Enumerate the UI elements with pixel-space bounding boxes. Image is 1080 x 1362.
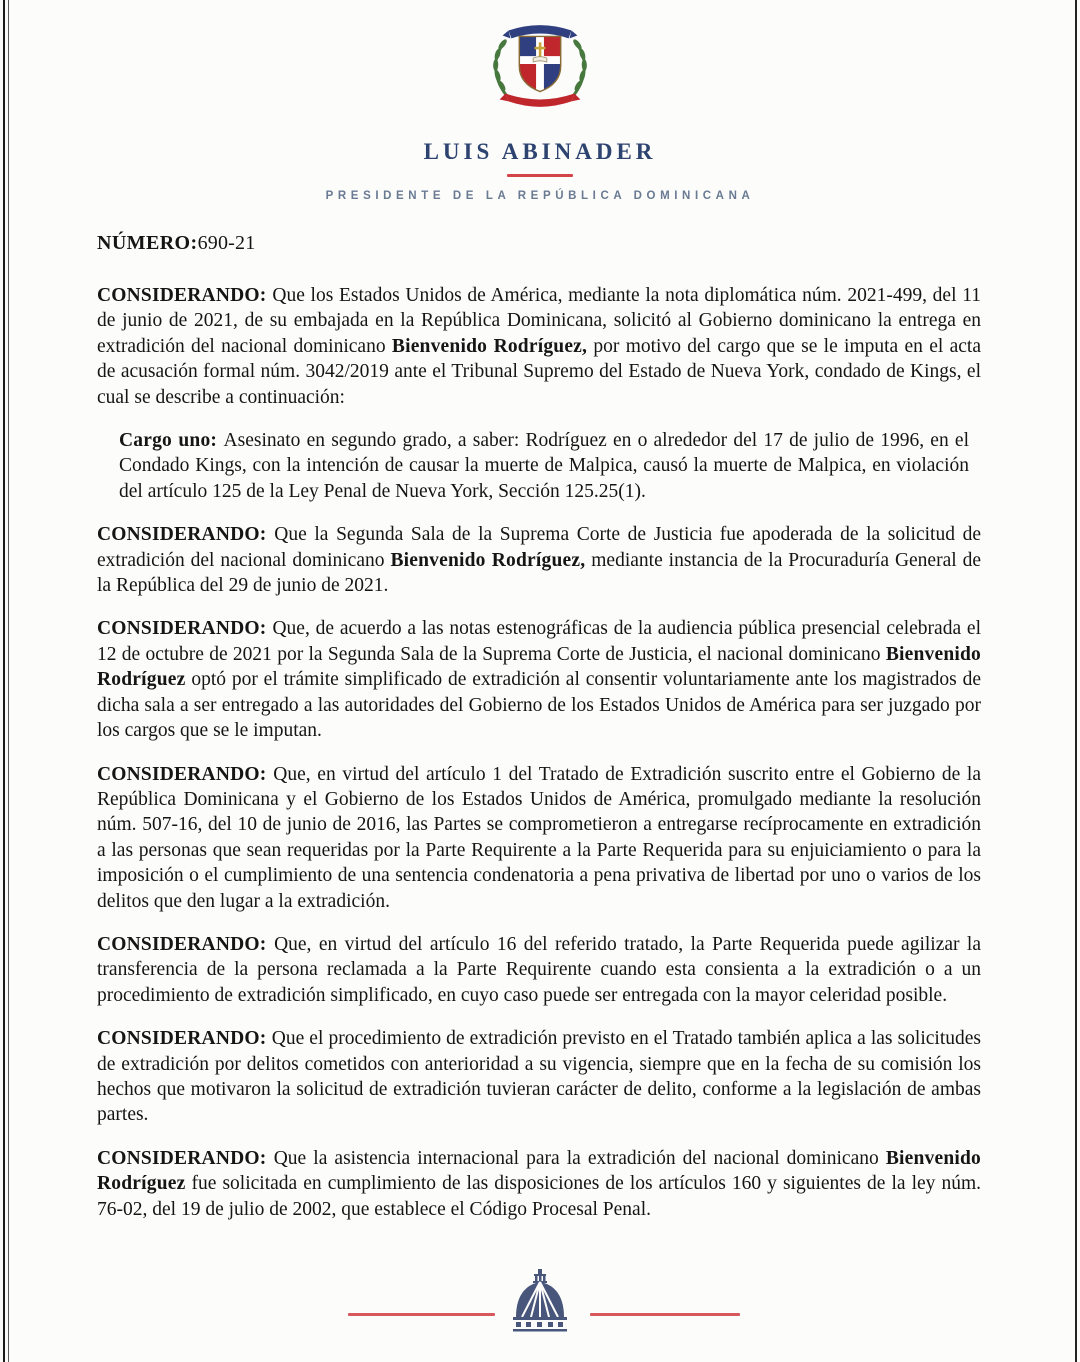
text-segment: fue solicitada en cumplimiento de las disposiciones de los artículos 160 y siguientes de la ley núm. 76-02, del 19 de julio de 2002, que establece el Código Procesal Penal. bbox=[97, 1173, 981, 1220]
text-segment: Que la asistencia internacional para la extradición del nacional dominicano bbox=[273, 1147, 886, 1169]
considerando-5 bbox=[97, 932, 981, 1008]
text-segment: Que los Estados Unidos de América, mediante la nota diplomática núm. 2021-499, del 11 de junio de 2021, de su embajada en la República Dominicana, solicitó al Gobierno dominicano la entrega en extradición del nacional dominicano bbox=[97, 285, 981, 357]
footer-rule-left bbox=[348, 1313, 495, 1316]
text-segment: CONSIDERANDO: bbox=[97, 1147, 274, 1169]
coat-of-arms-icon bbox=[476, 14, 604, 114]
document-body bbox=[97, 232, 981, 1240]
scan-edge-line bbox=[1075, 0, 1077, 1362]
text-segment: CONSIDERANDO: bbox=[97, 524, 275, 546]
text-segment: CONSIDERANDO: bbox=[97, 1028, 272, 1050]
title-underline bbox=[507, 174, 573, 177]
document-number-label: NÚMERO: bbox=[97, 232, 198, 254]
considerando-4 bbox=[97, 762, 981, 914]
text-segment: Cargo uno: bbox=[119, 430, 224, 452]
scan-edge-line bbox=[3, 0, 5, 1362]
text-segment: Que, en virtud del artículo 16 del referido tratado, la Parte Requerida puede agilizar la transferencia de la persona reclamada a la Parte Requirente cuando esta consienta a la extradición o a un procedimiento de extradición simplificado, en cuyo caso puede ser entregada con la mayor celeridad posible. bbox=[97, 933, 981, 1006]
text-segment: CONSIDERANDO: bbox=[97, 285, 273, 306]
text-segment: Que la Segunda Sala de la Suprema Corte de Justicia fue apoderada de la solicitud de extradición del nacional dominicano bbox=[97, 524, 981, 571]
text-segment: optó por el trámite simplificado de extradición al consentir voluntariamente ante los magistrados de dicha sala a ser entregado a las autoridades del Gobierno de los Estados Unidos de América para ser juzgado por los cargos que se le imputan. bbox=[97, 669, 981, 742]
text-segment: Que, en virtud del artículo 1 del Tratado de Extradición suscrito entre el Gobierno de la República Dominicana y el Gobierno de los Estados Unidos de América, promulgado mediante la resolución núm. 507-16, del 10 de junio de 2016, las Partes se comprometieron a entregarse recíprocamente en extradición a las personas que sean requeridas por la Parte Requirente a la Parte Requerida para su enjuiciamiento o para la imposición o el cumplimiento de una sentencia condenatoria a pena privativa de libertad por uno o varios de los delitos que den lugar a la extradición. bbox=[97, 763, 981, 912]
considerando-2 bbox=[97, 522, 981, 598]
document-number-value: 690-21 bbox=[197, 232, 256, 254]
paragraphs bbox=[97, 283, 981, 1222]
text-segment: Que el procedimiento de extradición previsto en el Tratado también aplica a las solicitudes de extradición por delitos cometidos con anterioridad a su vigencia, siempre que en la fecha de su comisión los hechos que motivaron la solicitud de extradición tuvieran carácter de delito, conforme a la legislación de ambas partes. bbox=[97, 1028, 981, 1126]
president-subtitle: PRESIDENTE DE LA REPÚBLICA DOMINICANA bbox=[325, 190, 755, 202]
scan-edge-line bbox=[8, 0, 9, 1362]
text-segment: Bienvenido Rodríguez, bbox=[390, 549, 586, 571]
text-segment: Bienvenido Rodríguez, bbox=[391, 335, 588, 357]
considerando-1 bbox=[97, 283, 981, 410]
text-segment: mediante instancia de la Procuraduría General de la República del 29 de junio de 2021. bbox=[97, 549, 982, 597]
considerando-7 bbox=[97, 1146, 981, 1222]
footer-rule-right bbox=[590, 1313, 740, 1316]
text-segment: Asesinato en segundo grado, a saber: Rodríguez en o alrededor del 17 de julio de 1996, en el Condado Kings, con la intención de causar la muerte de Malpica, causó la muerte de Malpica, en violación del artículo 125 de la Ley Penal de Nueva York, Sección 125.25(1). bbox=[119, 430, 969, 502]
text-segment: CONSIDERANDO: bbox=[97, 763, 274, 785]
palace-dome-icon bbox=[507, 1269, 573, 1333]
cargo-uno bbox=[119, 428, 969, 504]
text-segment: CONSIDERANDO: bbox=[97, 933, 275, 955]
document-number bbox=[97, 232, 981, 255]
text-segment: Bienvenido Rodríguez bbox=[97, 1147, 981, 1195]
letterhead bbox=[0, 0, 1080, 202]
text-segment: Que, de acuerdo a las notas estenográficas de la audiencia pública presencial celebrada el 12 de octubre de 2021 por la Segunda Sala de la Suprema Corte de Justicia, el nacional dominicano bbox=[97, 618, 981, 665]
text-segment: por motivo del cargo que se le imputa en el acta de acusación formal núm. 3042/2019 ante el Tribunal Supremo del Estado de Nueva York, condado de Kings, el cual se describe a continuación: bbox=[97, 335, 981, 408]
president-name: LUIS ABINADER bbox=[423, 139, 657, 164]
text-segment: CONSIDERANDO: bbox=[97, 618, 273, 640]
considerando-3 bbox=[97, 616, 981, 743]
text-segment: Bienvenido Rodríguez bbox=[97, 643, 981, 691]
considerando-6 bbox=[97, 1026, 981, 1128]
